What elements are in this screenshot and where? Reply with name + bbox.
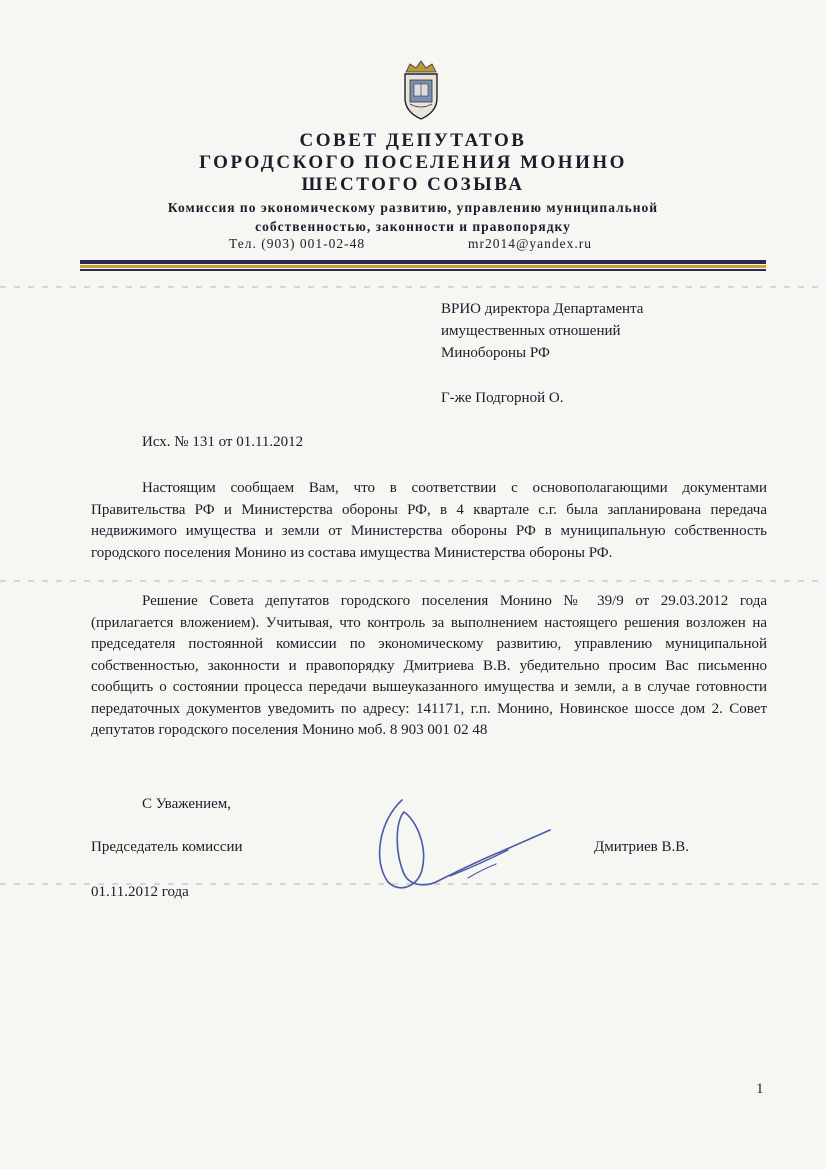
commission-line-2: собственностью, законности и правопорядку <box>255 219 571 234</box>
page-number: 1 <box>756 1081 764 1097</box>
header-rule-dark <box>80 260 766 264</box>
scan-artifact <box>0 580 826 582</box>
header-rule-gold <box>80 265 766 268</box>
coat-of-arms-emblem <box>396 58 446 122</box>
addressee-name: Г-же Подгорной О. <box>441 390 564 406</box>
commission-line-1: Комиссия по экономическому развитию, управлению муниципальной <box>167 200 659 215</box>
contact-email: mr2014@yandex.ru <box>468 236 593 251</box>
closing-greeting: С Уважением, <box>142 796 232 812</box>
convocation-title: ШЕСТОГО СОЗЫВА <box>301 174 525 195</box>
body-paragraph-1: Настоящим сообщаем Вам, что в соответствии с основополагающими документами Правительства РФ и Министерства обороны РФ, в 4 квартале с.г. была запланирована передача недвижимого имущества и земли от Министерства обороны РФ в муниципальную собственность городского поселения Монино из состава имущества Министерства обороны РФ. <box>91 480 767 561</box>
contact-phone: Тел. (903) 001-02-48 <box>229 236 366 251</box>
addressee-ministry: Минобороны РФ <box>441 345 550 361</box>
signatory-position: Председатель комиссии <box>91 839 243 855</box>
scan-artifact <box>0 286 826 288</box>
council-title: СОВЕТ ДЕПУТАТОВ <box>299 130 527 151</box>
settlement-title: ГОРОДСКОГО ПОСЕЛЕНИЯ МОНИНО <box>199 152 627 173</box>
addressee-department: имущественных отношений <box>441 323 621 339</box>
document-date: 01.11.2012 года <box>91 884 189 900</box>
header-rule-thin <box>80 269 766 271</box>
addressee-position: ВРИО директора Департамента <box>441 301 644 317</box>
body-paragraph-2: Решение Совета депутатов городского поселения Монино № 39/9 от 29.03.2012 года (прилагается вложением). Учитывая, что контроль за выполнением настоящего решения возложен на председателя постоянной комиссии по экономическому развитию, управлению муниципальной собственностью, законности и правопорядку Дмитриева В.В. убедительно просим Вас письменно сообщить о состоянии процесса передачи вышеуказанного имущества и земли, а в случае готовности передаточных документов уведомить по адресу: 141171, г.п. Монино, Новинское шоссе дом 2. Совет депутатов городского поселения Монино моб. 8 903 001 02 48 <box>91 593 767 738</box>
signatory-name: Дмитриев В.В. <box>594 839 690 855</box>
outgoing-reference: Исх. № 131 от 01.11.2012 <box>142 434 304 450</box>
